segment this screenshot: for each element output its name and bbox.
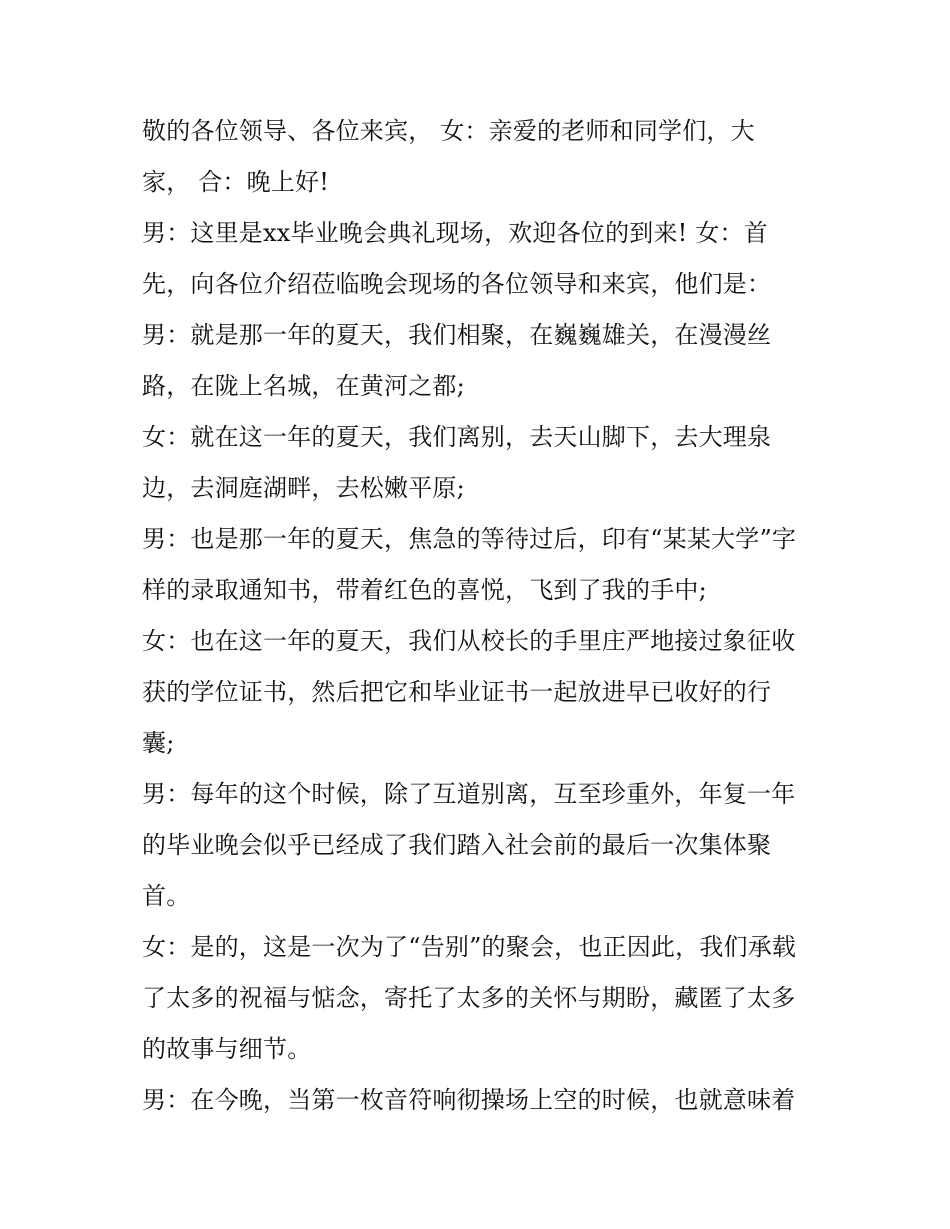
text-line: 首。 [142, 882, 191, 910]
text-line: 的故事与细节。 [142, 1035, 312, 1063]
text-line: 了太多的祝福与惦念，寄托了太多的关怀与期盼，藏匿了太多 [142, 984, 796, 1012]
text-line: 男：这里是xx毕业晚会典礼现场，欢迎各位的到来! 女：首 [142, 219, 768, 247]
text-line: 女：就在这一年的夏天，我们离别，去天山脚下，去大理泉 [142, 423, 772, 451]
document-body [142, 106, 822, 1126]
text-line: 男：每年的这个时候，除了互道别离，互至珍重外，年复一年 [142, 780, 796, 808]
text-line: 男：在今晚，当第一枚音符响彻操场上空的时候，也就意味着 [142, 1086, 796, 1114]
text-line: 的毕业晚会似乎已经成了我们踏入社会前的最后一次集体聚 [142, 831, 772, 859]
text-line: 路，在陇上名城，在黄河之都; [142, 372, 465, 400]
text-line: 男：就是那一年的夏天，我们相聚，在巍巍雄关，在漫漫丝 [142, 321, 772, 349]
text-line: 样的录取通知书，带着红色的喜悦，飞到了我的手中; [142, 576, 707, 604]
text-line: 囊; [142, 729, 175, 757]
text-line: 女：也在这一年的夏天，我们从校长的手里庄严地接过象征收 [142, 627, 796, 655]
text-line: 敬的各位领导、各位来宾， 女：亲爱的老师和同学们，大 [142, 117, 755, 145]
text-line: 家， 合：晚上好! [142, 168, 330, 196]
text-line: 男：也是那一年的夏天，焦急的等待过后，印有“某某大学”字 [142, 525, 797, 553]
text-line: 边，去洞庭湖畔，去松嫩平原; [142, 474, 465, 502]
text-line: 女：是的，这是一次为了“告别”的聚会，也正因此，我们承载 [142, 933, 797, 961]
text-line: 先，向各位介绍莅临晚会现场的各位领导和来宾，他们是： [142, 270, 772, 298]
text-line: 获的学位证书，然后把它和毕业证书一起放进早已收好的行 [142, 678, 772, 706]
